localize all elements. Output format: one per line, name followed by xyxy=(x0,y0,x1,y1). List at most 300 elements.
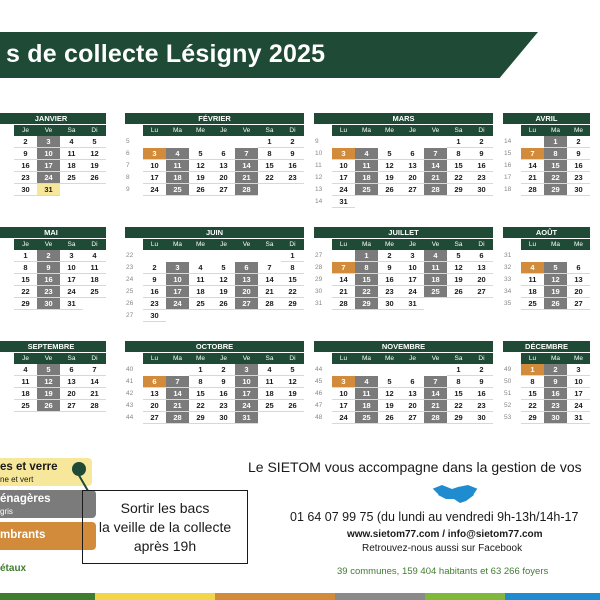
month-name: JUILLET xyxy=(314,227,493,238)
day-cell: 13 xyxy=(143,388,166,400)
day-cell xyxy=(166,250,189,262)
month-name: JUIN xyxy=(125,227,304,238)
day-cell: 31 xyxy=(401,298,424,310)
day-cell: 14 xyxy=(424,388,447,400)
day-cell: 4 xyxy=(189,262,212,274)
week-number: 9 xyxy=(315,138,319,145)
day-cell: 8 xyxy=(14,262,37,274)
weekday-label: Ma xyxy=(544,125,567,136)
day-cell: 2 xyxy=(212,364,235,376)
day-cell: 13 xyxy=(567,274,590,286)
day-cell: 20 xyxy=(470,274,493,286)
day-cell xyxy=(166,310,189,322)
week-number: 41 xyxy=(126,378,134,385)
day-cell: 24 xyxy=(567,400,590,412)
day-cell: 10 xyxy=(235,376,258,388)
day-cell: 21 xyxy=(521,172,544,184)
day-cell xyxy=(332,250,355,262)
week-number xyxy=(0,160,14,172)
day-cell: 9 xyxy=(14,148,37,160)
day-cell xyxy=(166,364,189,376)
day-cell: 30 xyxy=(37,298,60,310)
day-cell: 5 xyxy=(189,148,212,160)
month-10 xyxy=(314,341,493,424)
day-cell xyxy=(521,136,544,148)
day-cell: 21 xyxy=(83,388,106,400)
day-cell: 12 xyxy=(378,160,401,172)
sietom-intro: Le SIETOM vous accompagne dans la gestion de vos xyxy=(248,459,582,475)
day-cell: 21 xyxy=(424,172,447,184)
weekday-label: Ma xyxy=(355,353,378,364)
day-cell xyxy=(189,310,212,322)
weekday-label: Ve xyxy=(424,353,447,364)
day-cell: 20 xyxy=(567,286,590,298)
footer-stripe-lightgreen xyxy=(425,593,505,600)
page-title: s de collecte Lésigny 2025 xyxy=(6,40,326,68)
day-cell: 17 xyxy=(166,286,189,298)
day-cell: 14 xyxy=(258,274,281,286)
day-cell xyxy=(355,136,378,148)
day-cell xyxy=(378,196,401,208)
week-number: 31 xyxy=(504,252,512,259)
month-grid xyxy=(314,238,493,310)
weekday-label: Je xyxy=(212,239,235,250)
day-cell: 24 xyxy=(60,286,83,298)
day-cell: 4 xyxy=(355,148,378,160)
weekday-label: Sa xyxy=(258,239,281,250)
day-cell: 4 xyxy=(14,364,37,376)
month-grid xyxy=(314,124,493,208)
day-cell: 28 xyxy=(424,184,447,196)
week-number: 46 xyxy=(315,390,323,397)
week-number xyxy=(0,286,14,298)
weekday-label: Lu xyxy=(332,239,355,250)
day-cell xyxy=(401,364,424,376)
day-cell xyxy=(83,184,106,196)
day-cell: 23 xyxy=(281,172,304,184)
month-name: AOÛT xyxy=(503,227,590,238)
week-header xyxy=(0,238,14,250)
day-cell: 8 xyxy=(447,148,470,160)
week-number xyxy=(0,388,14,400)
day-cell: 27 xyxy=(212,184,235,196)
legend-yellow-title: es et verre xyxy=(0,461,58,473)
day-cell: 31 xyxy=(332,196,355,208)
weekday-label: Lu xyxy=(521,353,544,364)
weekday-label: Sa xyxy=(60,239,83,250)
week-number xyxy=(0,298,14,310)
weekday-label: Me xyxy=(189,353,212,364)
weekday-label: Je xyxy=(212,125,235,136)
day-cell: 16 xyxy=(470,388,493,400)
day-cell: 6 xyxy=(235,262,258,274)
week-header xyxy=(503,352,521,364)
day-cell: 25 xyxy=(355,412,378,424)
day-cell: 11 xyxy=(166,160,189,172)
week-number: 9 xyxy=(126,186,130,193)
day-cell: 17 xyxy=(332,172,355,184)
day-cell: 13 xyxy=(60,376,83,388)
day-cell: 20 xyxy=(235,286,258,298)
day-cell: 3 xyxy=(37,136,60,148)
day-cell xyxy=(83,298,106,310)
weekday-label: Ve xyxy=(235,239,258,250)
weekday-label: Di xyxy=(83,239,106,250)
day-cell: 7 xyxy=(424,376,447,388)
day-cell: 5 xyxy=(378,148,401,160)
week-number: 32 xyxy=(504,264,512,271)
day-cell xyxy=(332,364,355,376)
day-cell: 3 xyxy=(332,376,355,388)
day-cell: 22 xyxy=(447,400,470,412)
day-cell: 7 xyxy=(424,148,447,160)
day-cell: 27 xyxy=(470,286,493,298)
day-cell: 26 xyxy=(281,400,304,412)
day-cell: 1 xyxy=(447,364,470,376)
weekday-label: Je xyxy=(401,239,424,250)
day-cell xyxy=(521,250,544,262)
month-11 xyxy=(503,341,590,424)
day-cell: 4 xyxy=(83,250,106,262)
weekday-label: Di xyxy=(281,125,304,136)
day-cell: 10 xyxy=(143,160,166,172)
week-number xyxy=(0,376,14,388)
month-name: OCTOBRE xyxy=(125,341,304,352)
day-cell: 26 xyxy=(447,286,470,298)
day-cell: 18 xyxy=(189,286,212,298)
day-cell: 26 xyxy=(83,172,106,184)
legend-gray-title: énagères xyxy=(0,493,51,505)
week-number: 28 xyxy=(315,264,323,271)
day-cell: 2 xyxy=(378,250,401,262)
weekday-label: Je xyxy=(401,353,424,364)
day-cell: 21 xyxy=(166,400,189,412)
day-cell: 8 xyxy=(355,262,378,274)
weekday-label: Di xyxy=(83,353,106,364)
week-number: 42 xyxy=(126,390,134,397)
weekday-label: Ve xyxy=(424,125,447,136)
week-number: 14 xyxy=(315,198,323,205)
day-cell: 17 xyxy=(143,172,166,184)
month-name: FÉVRIER xyxy=(125,113,304,124)
day-cell: 16 xyxy=(567,160,590,172)
day-cell: 25 xyxy=(83,286,106,298)
month-9 xyxy=(125,341,304,424)
day-cell xyxy=(166,136,189,148)
day-cell: 31 xyxy=(60,298,83,310)
day-cell: 4 xyxy=(521,262,544,274)
weekday-label: Sa xyxy=(258,353,281,364)
day-cell: 25 xyxy=(355,184,378,196)
day-cell: 9 xyxy=(212,376,235,388)
day-cell: 2 xyxy=(37,250,60,262)
footer-stripe-orange xyxy=(215,593,335,600)
day-cell: 14 xyxy=(521,160,544,172)
weekday-label: Di xyxy=(470,239,493,250)
month-grid xyxy=(125,352,304,424)
day-cell: 10 xyxy=(37,148,60,160)
day-cell: 18 xyxy=(424,274,447,286)
day-cell: 1 xyxy=(189,364,212,376)
day-cell xyxy=(447,298,470,310)
day-cell xyxy=(401,136,424,148)
day-cell: 5 xyxy=(212,262,235,274)
day-cell: 4 xyxy=(355,376,378,388)
day-cell: 6 xyxy=(401,376,424,388)
day-cell: 7 xyxy=(332,262,355,274)
contact-web[interactable]: www.sietom77.com / info@sietom77.com xyxy=(347,529,543,540)
day-cell: 18 xyxy=(60,160,83,172)
weekday-label: Me xyxy=(189,239,212,250)
day-cell xyxy=(212,250,235,262)
day-cell: 15 xyxy=(14,274,37,286)
day-cell: 15 xyxy=(258,160,281,172)
day-cell: 19 xyxy=(281,388,304,400)
day-cell: 6 xyxy=(143,376,166,388)
week-number: 25 xyxy=(126,288,134,295)
day-cell: 30 xyxy=(143,310,166,322)
legend-gray-sub: gris xyxy=(0,507,13,516)
day-cell: 17 xyxy=(332,400,355,412)
weekday-label: Sa xyxy=(447,353,470,364)
day-cell: 19 xyxy=(544,286,567,298)
day-cell xyxy=(447,196,470,208)
day-cell: 22 xyxy=(189,400,212,412)
day-cell: 27 xyxy=(401,412,424,424)
day-cell: 16 xyxy=(470,160,493,172)
weekday-label: Me xyxy=(567,239,590,250)
week-number: 24 xyxy=(126,276,134,283)
week-number: 53 xyxy=(504,414,512,421)
day-cell: 18 xyxy=(14,388,37,400)
note-line-3: après 19h xyxy=(133,538,197,554)
month-3 xyxy=(503,113,590,196)
week-number: 12 xyxy=(315,174,323,181)
footer-stripe-yellow xyxy=(95,593,215,600)
day-cell: 9 xyxy=(470,148,493,160)
day-cell: 12 xyxy=(189,160,212,172)
day-cell: 21 xyxy=(332,286,355,298)
week-number: 27 xyxy=(126,312,134,319)
day-cell: 22 xyxy=(258,172,281,184)
weekday-label: Sa xyxy=(60,125,83,136)
day-cell: 13 xyxy=(212,160,235,172)
weekday-label: Ve xyxy=(235,125,258,136)
month-name: NOVEMBRE xyxy=(314,341,493,352)
day-cell: 26 xyxy=(189,184,212,196)
week-number: 51 xyxy=(504,390,512,397)
week-number: 11 xyxy=(315,162,322,169)
day-cell xyxy=(424,298,447,310)
day-cell: 30 xyxy=(378,298,401,310)
month-0 xyxy=(0,113,106,196)
week-header xyxy=(125,238,143,250)
month-grid xyxy=(125,124,304,196)
footer-stripe-green xyxy=(0,593,95,600)
month-5 xyxy=(125,227,304,322)
day-cell xyxy=(212,310,235,322)
day-cell xyxy=(470,196,493,208)
month-grid xyxy=(0,124,106,196)
weekday-label: Ve xyxy=(424,239,447,250)
day-cell: 10 xyxy=(166,274,189,286)
week-number: 18 xyxy=(504,186,512,193)
day-cell: 24 xyxy=(37,172,60,184)
day-cell: 4 xyxy=(258,364,281,376)
day-cell: 29 xyxy=(544,184,567,196)
day-cell: 11 xyxy=(355,388,378,400)
day-cell: 27 xyxy=(235,298,258,310)
day-cell: 17 xyxy=(567,388,590,400)
month-grid xyxy=(125,238,304,322)
week-number: 45 xyxy=(315,378,323,385)
day-cell: 17 xyxy=(37,160,60,172)
day-cell: 2 xyxy=(567,136,590,148)
weekday-label: Je xyxy=(14,239,37,250)
month-7 xyxy=(503,227,590,310)
day-cell xyxy=(355,196,378,208)
week-number: 44 xyxy=(126,414,134,421)
day-cell: 3 xyxy=(332,148,355,160)
day-cell: 7 xyxy=(166,376,189,388)
day-cell: 15 xyxy=(447,160,470,172)
day-cell xyxy=(143,136,166,148)
week-number: 17 xyxy=(504,174,512,181)
day-cell: 16 xyxy=(14,160,37,172)
weekday-label: Lu xyxy=(521,239,544,250)
day-cell: 1 xyxy=(544,136,567,148)
day-cell: 20 xyxy=(60,388,83,400)
day-cell: 30 xyxy=(14,184,37,196)
day-cell: 5 xyxy=(447,250,470,262)
day-cell: 3 xyxy=(60,250,83,262)
day-cell: 3 xyxy=(567,364,590,376)
day-cell: 10 xyxy=(60,262,83,274)
day-cell: 23 xyxy=(143,298,166,310)
weekday-label: Ma xyxy=(355,239,378,250)
month-grid xyxy=(503,124,590,196)
day-cell: 14 xyxy=(332,274,355,286)
day-cell: 27 xyxy=(143,412,166,424)
footer-stripe-blue xyxy=(505,593,600,600)
weekday-label: Ma xyxy=(544,353,567,364)
day-cell: 25 xyxy=(424,286,447,298)
week-number: 52 xyxy=(504,402,512,409)
day-cell: 18 xyxy=(258,388,281,400)
day-cell: 11 xyxy=(355,160,378,172)
day-cell: 4 xyxy=(424,250,447,262)
day-cell: 29 xyxy=(281,298,304,310)
day-cell: 14 xyxy=(166,388,189,400)
week-number: 23 xyxy=(126,264,134,271)
day-cell xyxy=(544,250,567,262)
day-cell: 29 xyxy=(447,412,470,424)
day-cell: 7 xyxy=(235,148,258,160)
day-cell xyxy=(60,184,83,196)
day-cell: 22 xyxy=(355,286,378,298)
day-cell: 15 xyxy=(355,274,378,286)
day-cell: 11 xyxy=(60,148,83,160)
day-cell: 24 xyxy=(166,298,189,310)
day-cell: 23 xyxy=(470,172,493,184)
day-cell: 9 xyxy=(281,148,304,160)
day-cell: 9 xyxy=(143,274,166,286)
day-cell: 13 xyxy=(470,262,493,274)
day-cell: 17 xyxy=(235,388,258,400)
day-cell: 16 xyxy=(212,388,235,400)
day-cell xyxy=(258,184,281,196)
day-cell: 31 xyxy=(37,184,60,196)
day-cell: 26 xyxy=(378,184,401,196)
weekday-label: Me xyxy=(567,353,590,364)
day-cell: 5 xyxy=(378,376,401,388)
month-4 xyxy=(0,227,106,310)
day-cell: 28 xyxy=(424,412,447,424)
week-number: 33 xyxy=(504,276,512,283)
week-number: 13 xyxy=(315,186,323,193)
day-cell: 29 xyxy=(189,412,212,424)
day-cell: 2 xyxy=(470,136,493,148)
weekday-label: Me xyxy=(567,125,590,136)
weekday-label: Ma xyxy=(355,125,378,136)
day-cell: 21 xyxy=(235,172,258,184)
weekday-label: Di xyxy=(83,125,106,136)
day-cell: 19 xyxy=(447,274,470,286)
week-header xyxy=(0,352,14,364)
day-cell: 19 xyxy=(37,388,60,400)
day-cell: 8 xyxy=(544,148,567,160)
week-number: 34 xyxy=(504,288,512,295)
day-cell: 24 xyxy=(143,184,166,196)
day-cell: 16 xyxy=(37,274,60,286)
month-grid xyxy=(503,352,590,424)
legend-orange-title: mbrants xyxy=(0,529,46,541)
day-cell: 9 xyxy=(37,262,60,274)
weekday-label: Lu xyxy=(332,353,355,364)
day-cell: 11 xyxy=(83,262,106,274)
week-number: 44 xyxy=(315,366,323,373)
weekday-label: Ma xyxy=(166,239,189,250)
week-number xyxy=(0,400,14,412)
day-cell: 15 xyxy=(447,388,470,400)
day-cell xyxy=(424,136,447,148)
day-cell: 10 xyxy=(332,160,355,172)
day-cell: 9 xyxy=(544,376,567,388)
weekday-label: Di xyxy=(281,239,304,250)
day-cell: 3 xyxy=(166,262,189,274)
day-cell: 2 xyxy=(14,136,37,148)
day-cell: 1 xyxy=(355,250,378,262)
day-cell: 18 xyxy=(355,172,378,184)
week-number: 16 xyxy=(504,162,512,169)
day-cell: 30 xyxy=(567,184,590,196)
day-cell: 24 xyxy=(401,286,424,298)
weekday-label: Je xyxy=(14,353,37,364)
week-number: 40 xyxy=(126,366,134,373)
day-cell: 17 xyxy=(60,274,83,286)
day-cell: 9 xyxy=(567,148,590,160)
month-2 xyxy=(314,113,493,208)
day-cell xyxy=(235,136,258,148)
day-cell: 11 xyxy=(189,274,212,286)
week-number xyxy=(0,274,14,286)
day-cell xyxy=(470,298,493,310)
day-cell: 8 xyxy=(189,376,212,388)
weekday-label: Ve xyxy=(37,125,60,136)
week-number: 6 xyxy=(126,150,130,157)
day-cell: 26 xyxy=(37,400,60,412)
week-header xyxy=(503,238,521,250)
